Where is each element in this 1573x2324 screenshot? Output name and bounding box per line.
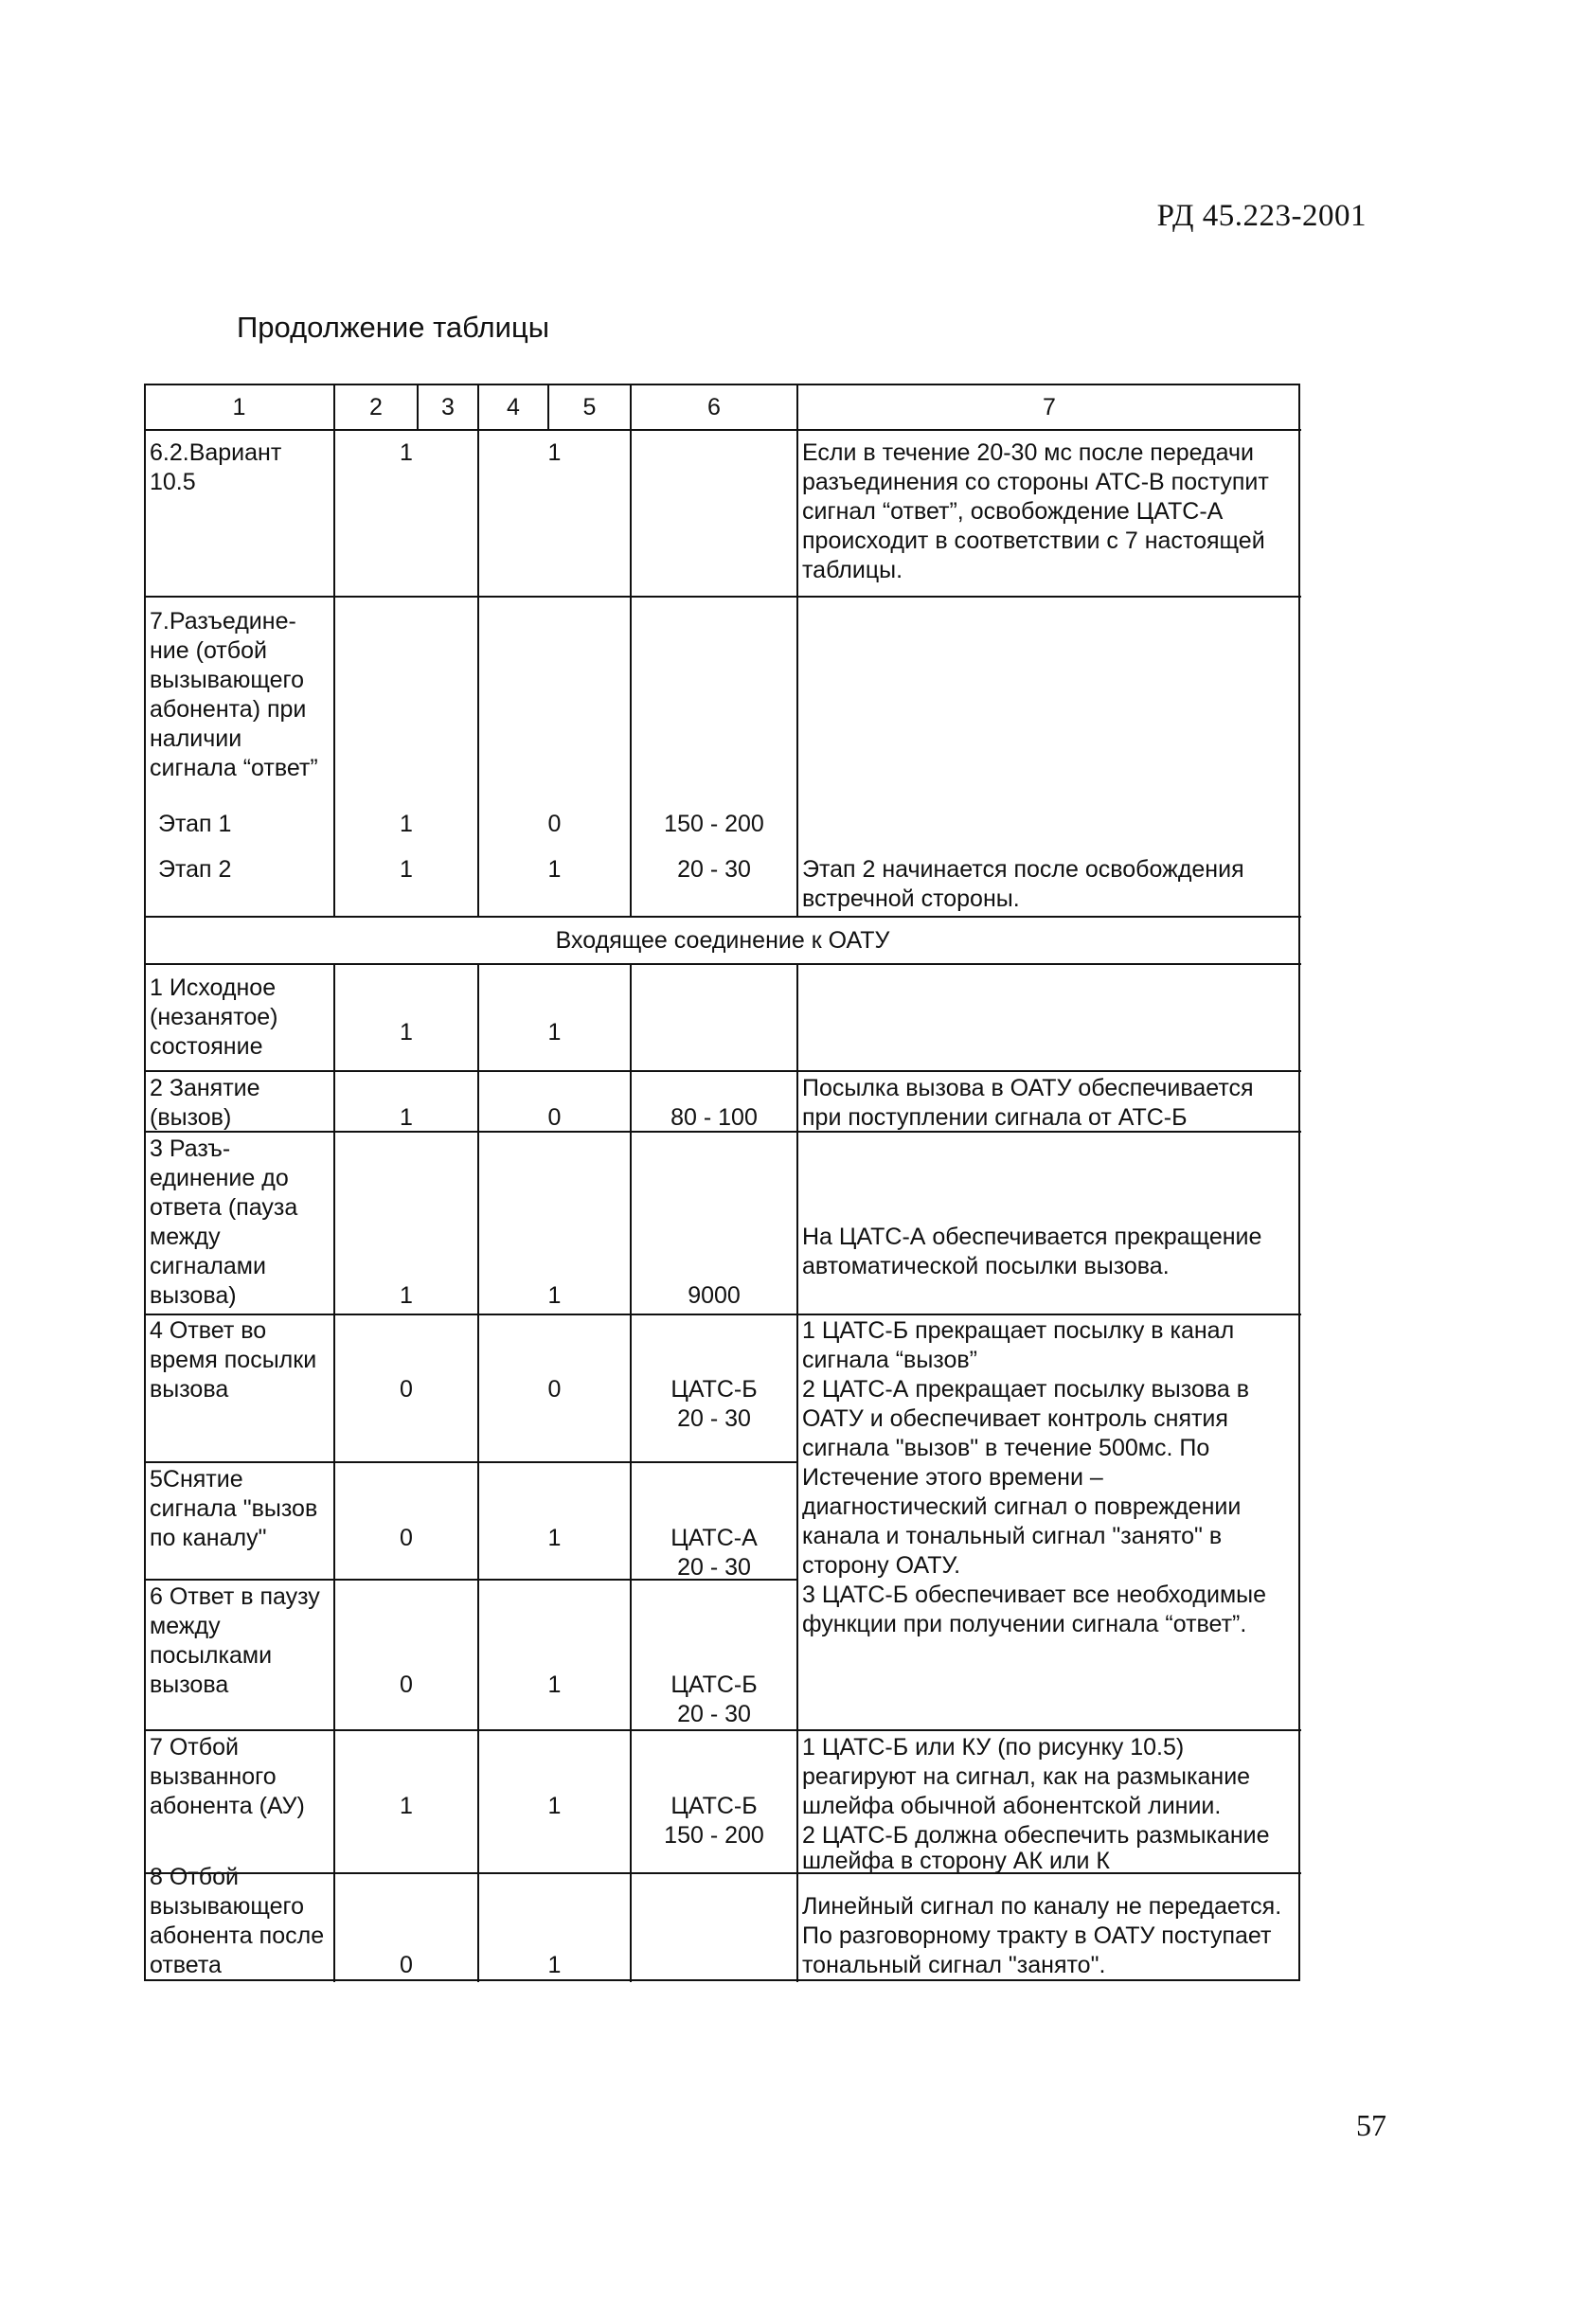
row-name: сигнала "вызов bbox=[150, 1495, 318, 1522]
cell-col-6: 9000 bbox=[688, 1282, 741, 1309]
row-name: 1 Исходное bbox=[150, 974, 277, 1001]
row-name: вызова) bbox=[150, 1282, 237, 1309]
row-name: 7.Разъедине- bbox=[150, 608, 296, 635]
row-name: сигналами bbox=[150, 1253, 266, 1279]
header-col-6: 6 bbox=[707, 394, 721, 420]
cell-col-4: 0 bbox=[547, 1104, 562, 1131]
header-col-3: 3 bbox=[441, 394, 455, 420]
cell-col-6: 150 - 200 bbox=[664, 811, 764, 837]
cell-col-4: 1 bbox=[547, 1019, 562, 1046]
cell-col-4: 1 bbox=[547, 856, 562, 883]
stage-label: Этап 1 bbox=[158, 811, 232, 837]
cell-col-7: шлейфа обычной абонентской линии. bbox=[802, 1793, 1222, 1819]
section-title: Входящее соединение к ОАТУ bbox=[555, 927, 890, 954]
row-name: 8 Отбой bbox=[150, 1864, 239, 1890]
cell-col-7: Линейный сигнал по каналу не передается. bbox=[802, 1893, 1282, 1920]
cell-col-4: 1 bbox=[547, 439, 562, 466]
row-name: сигнала “ответ” bbox=[150, 755, 318, 781]
row-name: ответа (пауза bbox=[150, 1194, 298, 1221]
row-name: 2 Занятие bbox=[150, 1075, 260, 1101]
cell-col-6: 150 - 200 bbox=[664, 1822, 764, 1849]
row-name: 6 Ответ в паузу bbox=[150, 1583, 320, 1610]
cell-line: 2 ЦАТС-А прекращает посылку вызова в bbox=[802, 1376, 1249, 1403]
cell-col-4: 1 bbox=[547, 1282, 562, 1309]
cell-col-7: По разговорному тракту в ОАТУ поступает bbox=[802, 1922, 1272, 1949]
row-name: вызванного bbox=[150, 1763, 277, 1790]
cell-col-2: 0 bbox=[400, 1671, 413, 1698]
cell-col-7: На ЦАТС-А обеспечивается прекращение bbox=[802, 1224, 1262, 1250]
cell-col-4: 1 bbox=[547, 1793, 562, 1819]
row-name: 3 Разъ- bbox=[150, 1135, 231, 1162]
cell-line: 1 ЦАТС-Б прекращает посылку в канал bbox=[802, 1317, 1235, 1344]
cell-line: канала и тональный сигнал "занято" в bbox=[802, 1523, 1223, 1549]
cell-col-2: 1 bbox=[400, 1019, 413, 1046]
cell-col-6: 80 - 100 bbox=[670, 1104, 758, 1131]
cell-col-2: 1 bbox=[400, 439, 413, 466]
header-col-1: 1 bbox=[232, 394, 246, 420]
row-name: вызывающего bbox=[150, 667, 305, 693]
cell-col-7: шлейфа в сторону АК или К bbox=[802, 1848, 1110, 1874]
cell-col-6: ЦАТС-Б bbox=[670, 1671, 758, 1698]
header-col-4: 4 bbox=[507, 394, 520, 420]
cell-col-7: при поступлении сигнала от АТС-Б bbox=[802, 1104, 1188, 1131]
cell-col-7: разъединения со стороны АТС-В поступит bbox=[802, 469, 1269, 495]
cell-col-7: происходит в соответствии с 7 настоящей bbox=[802, 527, 1265, 554]
cell-col-4: 1 bbox=[547, 1952, 562, 1978]
cell-col-7: реагируют на сигнал, как на размыкание bbox=[802, 1763, 1251, 1790]
cell-col-6: ЦАТС-Б bbox=[670, 1793, 758, 1819]
row-name: вызывающего bbox=[150, 1893, 305, 1920]
cell-col-7: 1 ЦАТС-Б или КУ (по рисунку 10.5) bbox=[802, 1734, 1185, 1761]
row-name: 6.2.Вариант bbox=[150, 439, 282, 466]
cell-col-6: 20 - 30 bbox=[677, 1554, 751, 1581]
cell-col-7: Если в течение 20-30 мс после передачи bbox=[802, 439, 1254, 466]
row-name: между bbox=[150, 1613, 221, 1639]
signal-table bbox=[144, 384, 1301, 1982]
header-col-5: 5 bbox=[582, 394, 597, 420]
row-name: 7 Отбой bbox=[150, 1734, 239, 1761]
row-name: вызова bbox=[150, 1671, 229, 1698]
cell-col-7: встречной стороны. bbox=[802, 885, 1020, 912]
cell-col-4: 1 bbox=[547, 1525, 562, 1551]
cell-col-7: автоматической посылки вызова. bbox=[802, 1253, 1170, 1279]
cell-col-7: 2 ЦАТС-Б должна обеспечить размыкание bbox=[802, 1822, 1270, 1849]
cell-line: сторону ОАТУ. bbox=[802, 1552, 961, 1579]
cell-line: сигнала "вызов" в течение 500мс. По bbox=[802, 1435, 1210, 1461]
cell-col-4: 1 bbox=[547, 1671, 562, 1698]
cell-line: сигнала “вызов” bbox=[802, 1347, 977, 1373]
cell-col-2: 0 bbox=[400, 1952, 413, 1978]
row-name: посылками bbox=[150, 1642, 273, 1669]
cell-line: диагностический сигнал о повреждении bbox=[802, 1493, 1242, 1520]
cell-line: Истечение этого времени – bbox=[802, 1464, 1103, 1491]
cell-line: функции при получении сигнала “ответ”. bbox=[802, 1611, 1247, 1637]
header-col-2: 2 bbox=[369, 394, 383, 420]
cell-col-7: Этап 2 начинается после освобождения bbox=[802, 856, 1244, 883]
cell-col-6: 20 - 30 bbox=[677, 1405, 751, 1432]
cell-col-4: 0 bbox=[547, 1376, 562, 1403]
row-name: ние (отбой bbox=[150, 637, 267, 664]
cell-col-2: 1 bbox=[400, 811, 413, 837]
cell-col-2: 1 bbox=[400, 1104, 413, 1131]
header-col-7: 7 bbox=[1043, 394, 1056, 420]
row-name: наличии bbox=[150, 725, 242, 752]
document-code: РД 45.223-2001 bbox=[1156, 199, 1367, 233]
row-name: (вызов) bbox=[150, 1104, 232, 1131]
cell-col-7: сигнал “ответ”, освобождение ЦАТС-А bbox=[802, 498, 1224, 525]
cell-col-7: таблицы. bbox=[802, 557, 903, 583]
row-name: по каналу" bbox=[150, 1525, 267, 1551]
cell-col-2: 0 bbox=[400, 1376, 413, 1403]
cell-col-2: 1 bbox=[400, 1793, 413, 1819]
page-number: 57 bbox=[1356, 2108, 1386, 2142]
stage-label: Этап 2 bbox=[158, 856, 232, 883]
row-name: единение до bbox=[150, 1165, 289, 1191]
cell-col-6: 20 - 30 bbox=[677, 1701, 751, 1727]
row-name: абонента (АУ) bbox=[150, 1793, 305, 1819]
cell-col-7: тональный сигнал "занято". bbox=[802, 1952, 1106, 1978]
cell-col-6: ЦАТС-А bbox=[670, 1525, 758, 1551]
table-caption: Продолжение таблицы bbox=[237, 311, 549, 344]
row-name: вызова bbox=[150, 1376, 229, 1403]
row-name: 4 Ответ во bbox=[150, 1317, 267, 1344]
row-name: (незанятое) bbox=[150, 1004, 278, 1030]
cell-line: 3 ЦАТС-Б обеспечивает все необходимые bbox=[802, 1582, 1267, 1608]
cell-col-6: ЦАТС-Б bbox=[670, 1376, 758, 1403]
row-name: ответа bbox=[150, 1952, 222, 1978]
cell-line: ОАТУ и обеспечивает контроль снятия bbox=[802, 1405, 1228, 1432]
row-name: 5Снятие bbox=[150, 1466, 243, 1493]
cell-col-2: 0 bbox=[400, 1525, 413, 1551]
row-name: между bbox=[150, 1224, 221, 1250]
row-name: абонента) при bbox=[150, 696, 307, 723]
row-name: абонента после bbox=[150, 1922, 325, 1949]
row-name: время посылки bbox=[150, 1347, 317, 1373]
row-name: 10.5 bbox=[150, 469, 196, 495]
cell-col-4: 0 bbox=[547, 811, 562, 837]
row-name: состояние bbox=[150, 1033, 263, 1060]
cell-col-7: Посылка вызова в ОАТУ обеспечивается bbox=[802, 1075, 1254, 1101]
cell-col-6: 20 - 30 bbox=[677, 856, 751, 883]
cell-col-2: 1 bbox=[400, 856, 413, 883]
cell-col-2: 1 bbox=[400, 1282, 413, 1309]
